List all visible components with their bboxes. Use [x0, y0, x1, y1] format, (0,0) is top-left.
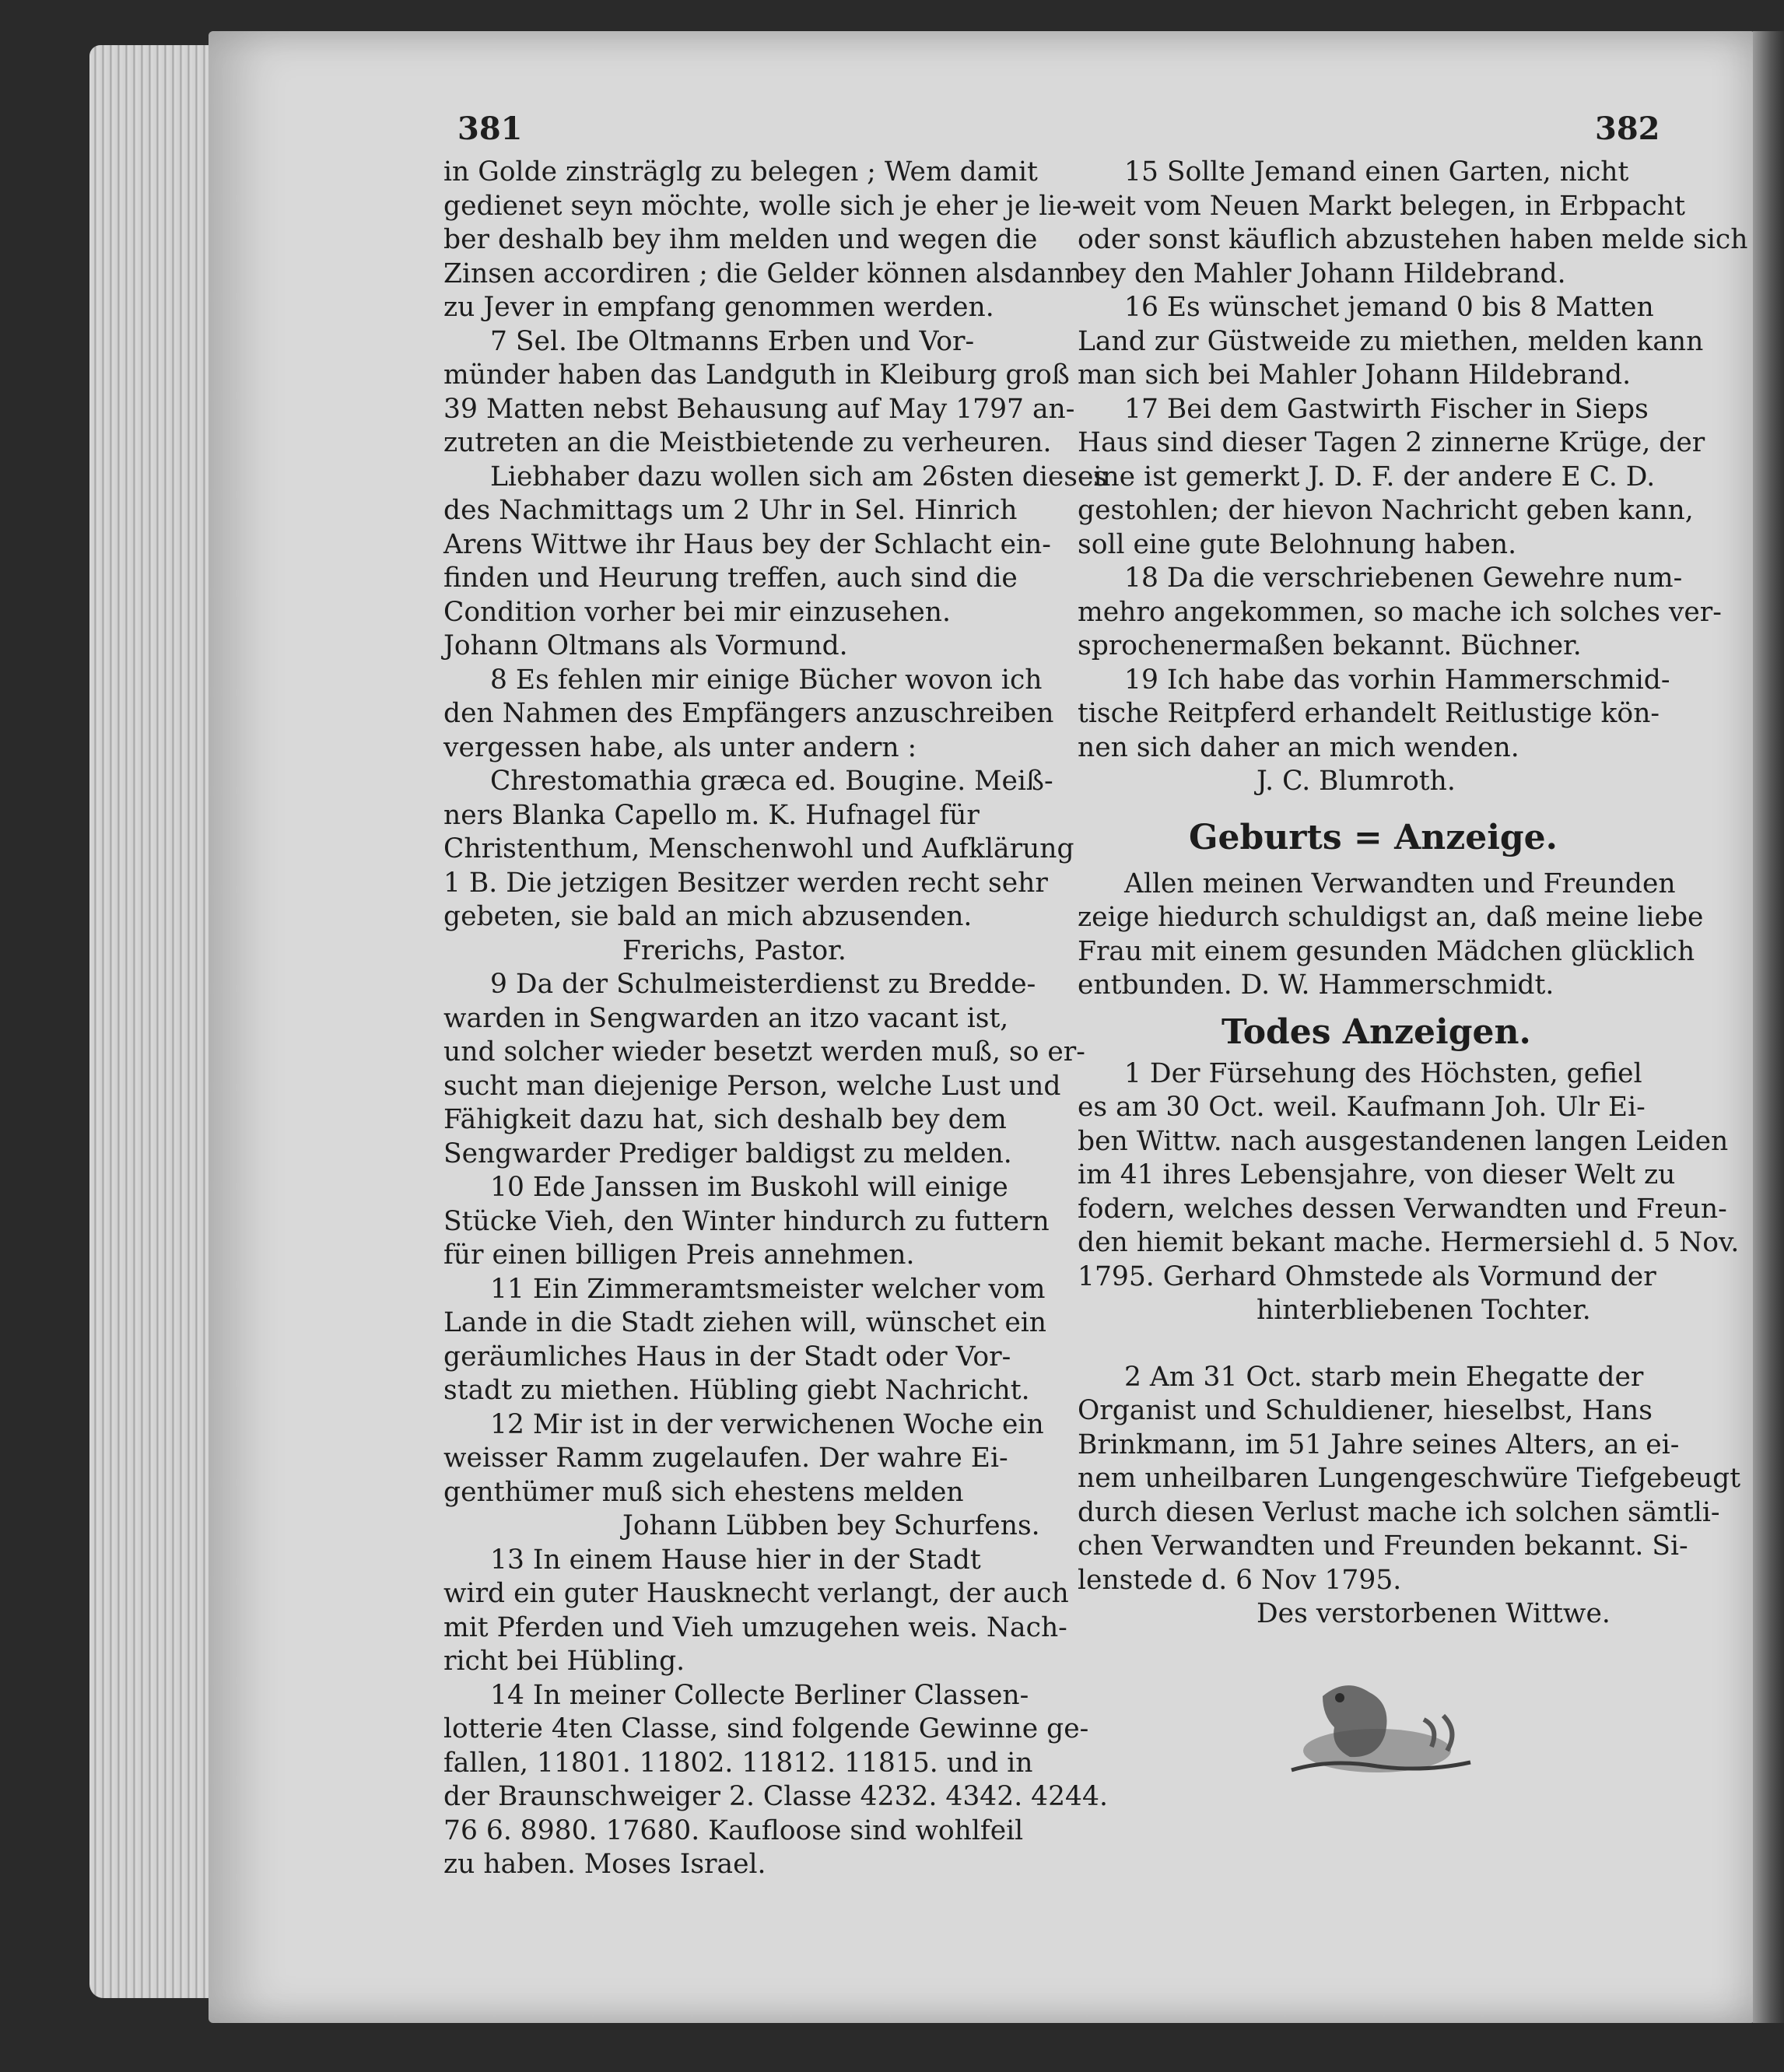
text-line: 10 Ede Janssen im Buskohl will einige [490, 1172, 1008, 1203]
text-line: in Golde zinsträglg zu belegen ; Wem damit [443, 156, 1038, 188]
text-paragraph [1078, 868, 1676, 902]
text-line: zu haben. Moses Israel. [443, 1849, 766, 1880]
text-line: 1795. Gerhard Ohmstede als Vormund der [1078, 1260, 1656, 1292]
text-paragraph [1078, 1294, 1669, 1328]
text-line: oder sonst käuflich abzustehen haben melde sich [1078, 224, 1748, 255]
text-line: entbunden. D. W. Hammerschmidt. [1078, 969, 1554, 1001]
page-number-left: 381 [457, 110, 523, 147]
text-paragraph [443, 1306, 1047, 1408]
text-line: mehro angekommen, so mache ich solches ver- [1078, 596, 1722, 628]
text-paragraph [443, 765, 1053, 799]
text-line: sucht man diejenige Person, welche Lust und [443, 1070, 1061, 1102]
text-line: 39 Matten nebst Behausung auf May 1797 an- [443, 393, 1075, 425]
text-line: finden und Heurung treffen, auch sind die [443, 563, 1018, 594]
text-line: 8 Es fehlen mir einige Bücher wovon ich [490, 664, 1043, 696]
book-page-edges [89, 45, 222, 1998]
text-line: 15 Sollte Jemand einen Garten, nicht [1124, 156, 1629, 188]
text-line: Brinkmann, im 51 Jahre seines Alters, an ei- [1078, 1429, 1680, 1460]
text-line: gebeten, sie bald an mich abzusenden. [443, 901, 973, 932]
text-paragraph [443, 325, 1043, 359]
text-line: ber deshalb bey ihm melden und wegen die [443, 224, 1038, 255]
text-line: nem unheilbaren Lungengeschwüre Tiefgebeugt [1078, 1463, 1741, 1494]
death-notices-heading: Todes Anzeigen. [1221, 1011, 1531, 1052]
text-line: warden in Sengwarden an itzo vacant ist, [443, 1002, 1009, 1034]
text-line: hinterbliebenen Tochter. [1257, 1295, 1591, 1326]
frog-ornament-icon [1276, 1673, 1486, 1790]
text-paragraph [443, 1509, 1043, 1544]
text-paragraph [443, 968, 1043, 1002]
text-paragraph [1078, 765, 1669, 799]
text-line: zeige hiedurch schuldigst an, daß meine liebe [1078, 902, 1704, 933]
text-paragraph [443, 1002, 1085, 1172]
text-line: nen sich daher an mich wenden. [1078, 731, 1519, 763]
right-column [1078, 156, 1748, 1632]
text-paragraph [1078, 1394, 1741, 1597]
text-line: Haus sind dieser Tagen 2 zinnerne Krüge, der [1078, 427, 1705, 458]
text-line: 12 Mir ist in der verwichenen Woche ein [490, 1408, 1044, 1440]
text-line: den Nahmen des Empfängers anzuschreiben [443, 698, 1054, 729]
text-line: 16 Es wünschet jemand 0 bis 8 Matten [1124, 292, 1654, 323]
text-line: 7 Sel. Ibe Oltmanns Erben und Vor- [490, 325, 975, 357]
text-paragraph [443, 1408, 1043, 1443]
text-paragraph [1078, 1597, 1669, 1632]
text-line: Fähigkeit dazu hat, sich deshalb bey dem [443, 1104, 1007, 1135]
text-paragraph [443, 1679, 1043, 1713]
text-line: Des verstorbenen Wittwe. [1257, 1598, 1611, 1629]
text-line: 17 Bei dem Gastwirth Fischer in Sieps [1124, 393, 1649, 425]
text-paragraph [1078, 426, 1705, 562]
text-line: vergessen habe, als unter andern : [443, 731, 917, 763]
text-paragraph [443, 461, 1108, 495]
text-paragraph [443, 359, 1075, 461]
text-line: tische Reitpferd erhandelt Reitlustige kön- [1078, 698, 1660, 729]
text-line: weit vom Neuen Markt belegen, in Erbpacht [1078, 190, 1685, 222]
text-paragraph [1078, 1328, 1669, 1361]
text-paragraph [443, 629, 1043, 664]
text-line: 11 Ein Zimmeramtsmeister welcher vom [490, 1273, 1046, 1305]
text-paragraph [443, 1205, 1050, 1273]
text-line: im 41 ihres Lebensjahre, von dieser Welt zu [1078, 1159, 1676, 1190]
text-line: lenstede d. 6 Nov 1795. [1078, 1564, 1402, 1596]
text-line: Allen meinen Verwandten und Freunden [1124, 868, 1676, 899]
text-line: Christenthum, Menschenwohl und Aufklärung [443, 833, 1074, 864]
text-line: J. C. Blumroth. [1257, 766, 1456, 797]
text-line: Stücke Vieh, den Winter hindurch zu futtern [443, 1205, 1050, 1237]
text-line: Chrestomathia græca ed. Bougine. Meiß- [490, 766, 1053, 797]
text-line: 1 Der Fürsehung des Höchsten, gefiel [1124, 1057, 1642, 1089]
text-paragraph [1078, 190, 1748, 292]
text-line: Zinsen accordiren ; die Gelder können alsdann [443, 258, 1082, 289]
text-line: Condition vorher bei mir einzusehen. [443, 596, 951, 628]
text-line: 76 6. 8980. 17680. Kaufloose sind wohlfeil [443, 1814, 1024, 1846]
text-line: man sich bei Mahler Johann Hildebrand. [1078, 359, 1632, 391]
text-paragraph [443, 1713, 1108, 1882]
right-column-ads [1078, 156, 1748, 799]
text-line: für einen billigen Preis annehmen. [443, 1239, 915, 1271]
text-line: es am 30 Oct. weil. Kaufmann Joh. Ulr Ei- [1078, 1092, 1646, 1123]
text-paragraph [1078, 1091, 1740, 1294]
text-line: gestohlen; der hievon Nachricht geben kann, [1078, 495, 1694, 526]
text-paragraph [443, 494, 1051, 629]
text-line: Lande in die Stadt ziehen will, wünschet ein [443, 1307, 1047, 1338]
text-line: 18 Da die verschriebenen Gewehre num- [1124, 563, 1683, 594]
text-paragraph [1078, 291, 1669, 325]
death-notices [1078, 1057, 1741, 1632]
birth-notice [1078, 868, 1704, 1003]
text-line: genthümer muß sich ehestens melden [443, 1476, 964, 1508]
text-paragraph [1078, 596, 1722, 664]
text-paragraph [1078, 156, 1669, 190]
book-gutter [1753, 31, 1784, 2023]
text-paragraph [443, 1577, 1069, 1679]
text-paragraph [1078, 393, 1669, 427]
text-line: eine ist gemerkt J. D. F. der andere E C. D. [1078, 461, 1656, 493]
birth-notice-heading: Geburts = Anzeige. [1188, 817, 1558, 857]
text-line: richt bei Hübling. [443, 1646, 685, 1677]
text-line: Frerichs, Pastor. [622, 934, 846, 966]
text-line: soll eine gute Belohnung haben. [1078, 528, 1517, 560]
text-line: Land zur Güstweide zu miethen, melden kann [1078, 325, 1704, 357]
text-line: chen Verwandten und Freunden bekannt. Si- [1078, 1530, 1688, 1562]
text-line: Johann Oltmans als Vormund. [443, 630, 848, 661]
text-line: der Braunschweiger 2. Classe 4232. 4342. 4244. [443, 1781, 1108, 1812]
text-paragraph [1078, 901, 1704, 1003]
text-line: stadt zu miethen. Hübling giebt Nachricht. [443, 1375, 1030, 1406]
text-line: ners Blanka Capello m. K. Hufnagel für [443, 799, 980, 831]
text-line: 14 In meiner Collecte Berliner Classen- [490, 1679, 1029, 1711]
text-line: lotterie 4ten Classe, sind folgende Gewinne ge- [443, 1713, 1089, 1744]
text-line: bey den Mahler Johann Hildebrand. [1078, 258, 1566, 289]
text-paragraph [1078, 325, 1704, 393]
text-paragraph [443, 156, 1082, 325]
text-line: den hiemit bekant mache. Hermersiehl d. 5 Nov. [1078, 1227, 1740, 1258]
text-line: 9 Da der Schulmeisterdienst zu Bredde- [490, 969, 1036, 1000]
text-line: durch diesen Verlust mache ich solchen sämtli- [1078, 1496, 1720, 1528]
text-line: Johann Lübben bey Schurfens. [622, 1510, 1040, 1541]
text-line: fallen, 11801. 11802. 11812. 11815. und in [443, 1747, 1033, 1779]
text-line: Organist und Schuldiener, hieselbst, Hans [1078, 1395, 1653, 1426]
text-line: und solcher wieder besetzt werden muß, so er- [443, 1036, 1085, 1068]
text-paragraph [1078, 664, 1669, 698]
text-line: fodern, welches dessen Verwandten und Freun- [1078, 1193, 1727, 1225]
text-paragraph [1078, 697, 1669, 765]
text-line: 19 Ich habe das vorhin Hammerschmid- [1124, 664, 1670, 696]
text-line: 13 In einem Hause hier in der Stadt [490, 1544, 981, 1576]
text-line: Liebhaber dazu wollen sich am 26sten dieses [490, 461, 1108, 493]
text-paragraph [443, 1273, 1046, 1307]
text-line: münder haben das Landguth in Kleiburg groß [443, 359, 1070, 391]
text-paragraph [443, 934, 1043, 969]
text-line: wird ein guter Hausknecht verlangt, der auch [443, 1578, 1069, 1609]
text-line: geräumliches Haus in der Stadt oder Vor- [443, 1341, 1011, 1373]
text-paragraph [443, 799, 1074, 934]
text-paragraph [443, 1442, 1043, 1509]
text-line: Arens Wittwe ihr Haus bey der Schlacht ein- [443, 528, 1051, 560]
text-paragraph [1078, 1361, 1669, 1395]
text-paragraph [443, 1544, 1043, 1578]
text-line: zu Jever in empfang genommen werden. [443, 292, 994, 323]
text-line: Sengwarder Prediger baldigst zu melden. [443, 1138, 1012, 1169]
text-line: Frau mit einem gesunden Mädchen glücklich [1078, 935, 1695, 967]
text-paragraph [443, 697, 1054, 765]
text-paragraph [443, 664, 1043, 698]
text-line: weisser Ramm zugelaufen. Der wahre Ei- [443, 1443, 1008, 1474]
text-paragraph [1078, 1057, 1669, 1092]
text-line: des Nachmittags um 2 Uhr in Sel. Hinrich [443, 495, 1018, 526]
text-line: zutreten an die Meistbietende zu verheuren. [443, 427, 1052, 458]
text-paragraph [1078, 562, 1683, 596]
text-line: sprochenermaßen bekannt. Büchner. [1078, 630, 1582, 661]
text-line: 1 B. Die jetzigen Besitzer werden recht sehr [443, 867, 1048, 899]
text-paragraph [443, 1171, 1043, 1205]
text-line: ben Wittw. nach ausgestandenen langen Leiden [1078, 1125, 1729, 1157]
page-number-right: 382 [1595, 110, 1660, 147]
left-column [443, 156, 1108, 1882]
text-line: 2 Am 31 Oct. starb mein Ehegatte der [1124, 1361, 1644, 1393]
text-line: gedienet seyn möchte, wolle sich je eher je lie- [443, 190, 1081, 222]
text-line: mit Pferden und Vieh umzugehen weis. Nach- [443, 1611, 1067, 1643]
